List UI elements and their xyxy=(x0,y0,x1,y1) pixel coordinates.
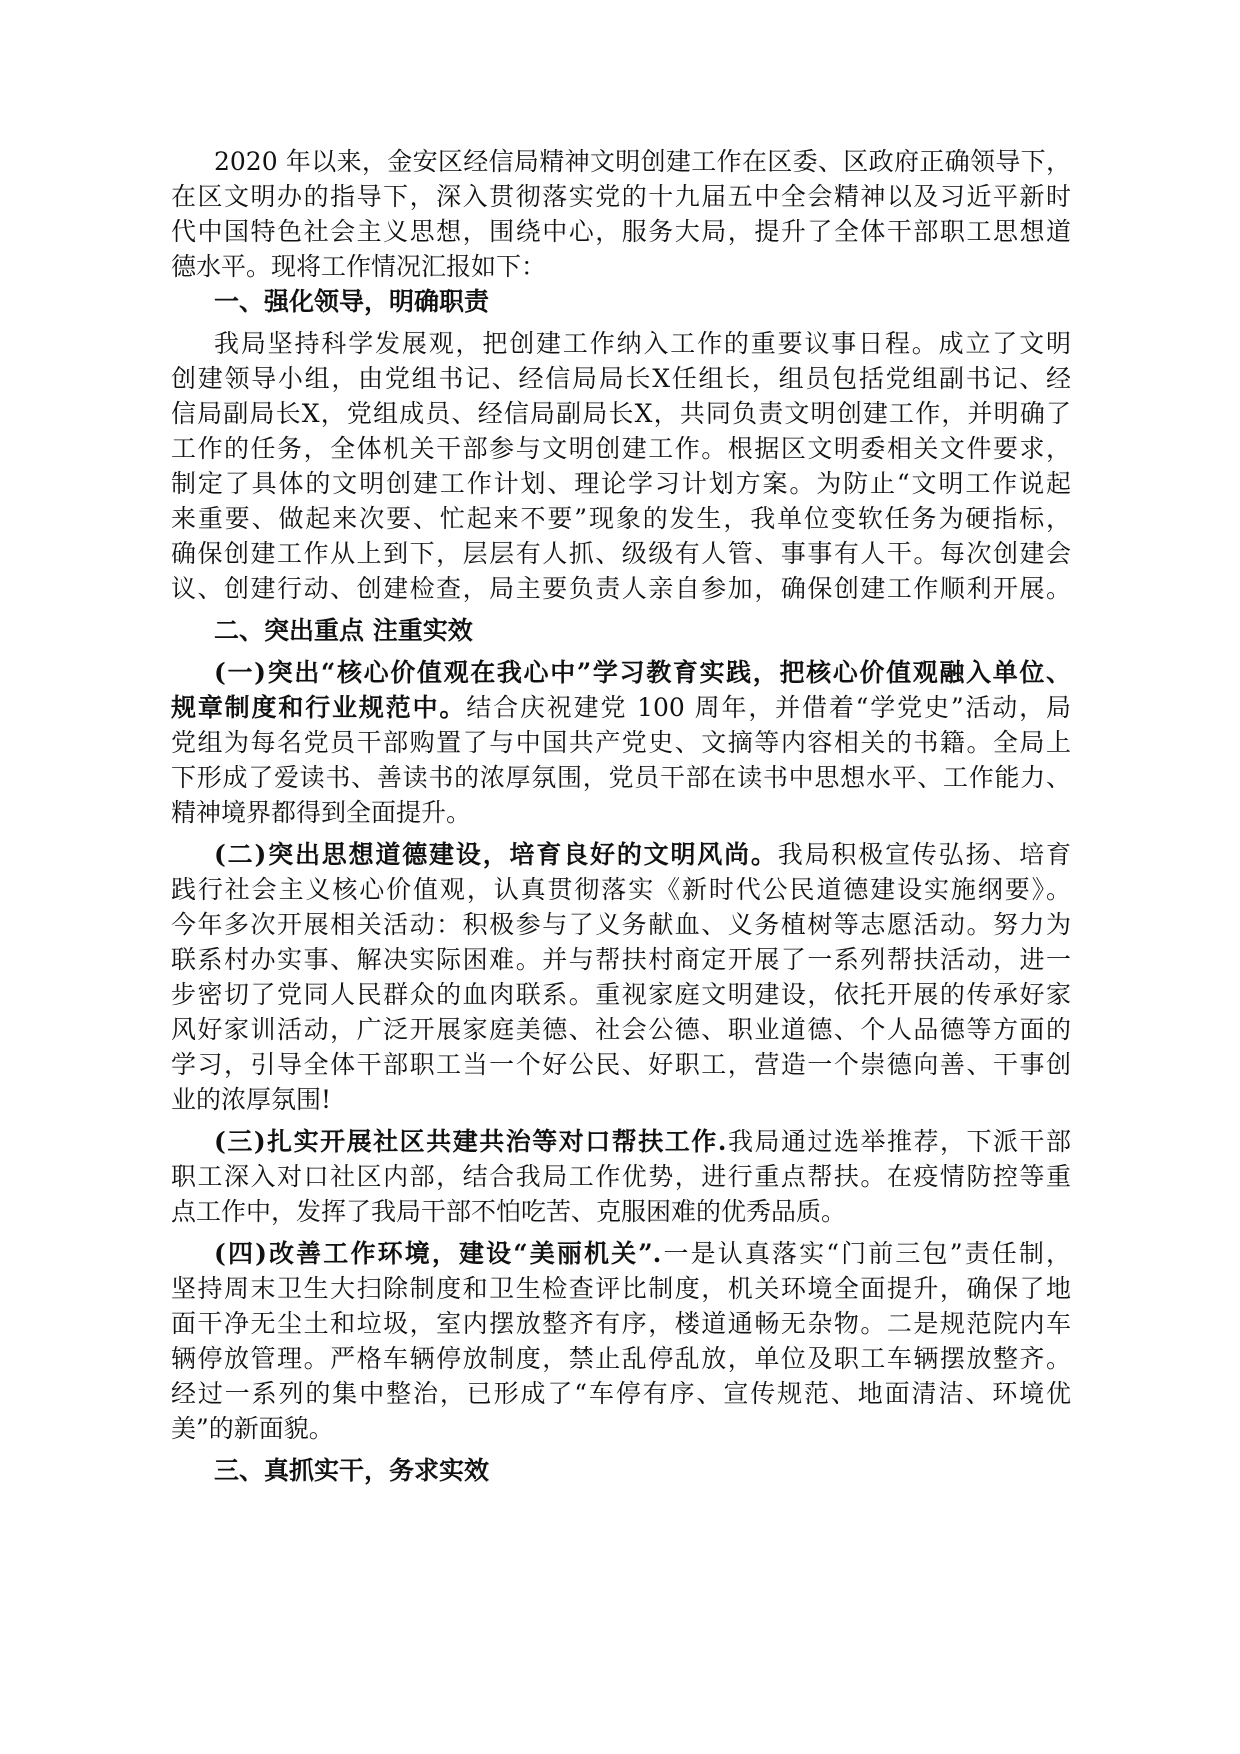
text-line: 议、创建行动、创建检查，局主要负责人亲自参加，确保创建工作顺利开展。 xyxy=(171,574,1071,603)
text-line: 我局坚持科学发展观，把创建工作纳入工作的重要议事日程。成立了文明 xyxy=(214,329,1071,358)
paragraph xyxy=(171,655,1071,830)
text-line: 下形成了爱读书、善读书的浓厚氛围，党员干部在读书中思想水平、工作能力、 xyxy=(171,763,1071,792)
bold-lead-text: 规章制度和行业规范中。 xyxy=(171,693,467,722)
text-line: 坚持周末卫生大扫除制度和卫生检查评比制度，机关环境全面提升，确保了地 xyxy=(171,1274,1071,1303)
document-body xyxy=(171,144,1071,1495)
text-line: 联系村办实事、解决实际困难。并与帮扶村商定开展了一系列帮扶活动，进一 xyxy=(171,945,1071,974)
text-line: 经过一系列的集中整治，已形成了“车停有序、宣传规范、地面清洁、环境优 xyxy=(171,1379,1071,1408)
text-line: 2020 年以来，金安区经信局精神文明创建工作在区委、区政府正确领导下， xyxy=(214,147,1071,176)
text-line: 面干净无尘土和垃圾，室内摆放整齐有序，楼道通畅无杂物。二是规范院内车 xyxy=(171,1309,1071,1338)
text-line xyxy=(171,690,1071,725)
text-line: 美”的新面貌。 xyxy=(171,1414,334,1443)
text-line: 来重要、做起来次要、忙起来不要”现象的发生，我单位变软任务为硬指标， xyxy=(171,504,1071,533)
text-line: 德水平。现将工作情况汇报如下： xyxy=(171,252,547,281)
bold-lead-text: (二)突出思想道德建设，培育良好的文明风尚。 xyxy=(214,840,778,869)
intro-paragraph xyxy=(171,144,1071,284)
paragraph xyxy=(171,1124,1071,1229)
text-line: 在区文明办的指导下，深入贯彻落实党的十九届五中全会精神以及习近平新时 xyxy=(171,182,1071,211)
text-line: 党组为每名党员干部购置了与中国共产党史、文摘等内容相关的书籍。全局上 xyxy=(171,728,1071,757)
text-line: 代中国特色社会主义思想，围绕中心，服务大局，提升了全体干部职工思想道 xyxy=(171,217,1071,246)
paragraph xyxy=(171,837,1071,1117)
text-line: 业的浓厚氛围! xyxy=(171,1085,332,1114)
body-text: 我局通过选举推荐，下派干部 xyxy=(726,1127,1071,1156)
text-line xyxy=(171,1124,1071,1159)
bold-lead-text: (三)扎实开展社区共建共治等对口帮扶工作. xyxy=(214,1127,727,1156)
text-line xyxy=(171,837,1071,872)
body-text: 我局积极宣传弘扬、培育 xyxy=(777,840,1071,869)
text-line: 职工深入对口社区内部，结合我局工作优势，进行重点帮扶。在疫情防控等重 xyxy=(171,1162,1071,1191)
section-heading: 二、突出重点 注重实效 xyxy=(214,616,473,645)
text-line: 精神境界都得到全面提升。 xyxy=(171,798,472,827)
paragraph xyxy=(171,1236,1071,1446)
section-heading: 一、强化领导，明确职责 xyxy=(214,287,490,316)
text-line: 创建领导小组，由党组书记、经信局局长X任组长，组员包括党组副书记、经 xyxy=(171,364,1071,393)
body-text: 结合庆祝建党 100 周年，并借着“学党史”活动，局 xyxy=(466,693,1071,722)
text-line: 辆停放管理。严格车辆停放制度，禁止乱停乱放，单位及职工车辆摆放整齐。 xyxy=(171,1344,1071,1373)
text-line: 学习，引导全体干部职工当一个好公民、好职工，营造一个崇德向善、干事创 xyxy=(171,1050,1071,1079)
bold-lead-text: (四)改善工作环境，建设“美丽机关”. xyxy=(214,1239,662,1268)
text-line: 步密切了党同人民群众的血肉联系。重视家庭文明建设，依托开展的传承好家 xyxy=(171,980,1071,1009)
body-text: 一是认真落实“门前三包”责任制， xyxy=(661,1239,1071,1268)
bold-lead-text: (一)突出“核心价值观在我心中”学习教育实践，把核心价值观融入单位、 xyxy=(214,658,1071,687)
section-heading: 三、真抓实干，务求实效 xyxy=(214,1456,490,1485)
text-line: 践行社会主义核心价值观，认真贯彻落实《新时代公民道德建设实施纲要》。 xyxy=(171,875,1071,904)
paragraph xyxy=(171,326,1071,606)
text-line: 点工作中，发挥了我局干部不怕吃苦、克服困难的优秀品质。 xyxy=(171,1197,847,1226)
text-line: 确保创建工作从上到下，层层有人抓、级级有人管、事事有人干。每次创建会 xyxy=(171,539,1071,568)
text-line: 制定了具体的文明创建工作计划、理论学习计划方案。为防止“文明工作说起 xyxy=(171,469,1071,498)
text-line xyxy=(171,1236,1071,1271)
text-line: 今年多次开展相关活动：积极参与了义务献血、义务植树等志愿活动。努力为 xyxy=(171,910,1071,939)
text-line: 风好家训活动，广泛开展家庭美德、社会公德、职业道德、个人品德等方面的 xyxy=(171,1015,1071,1044)
text-line xyxy=(171,655,1071,690)
text-line: 信局副局长X，党组成员、经信局副局长X，共同负责文明创建工作，并明确了 xyxy=(171,399,1071,428)
text-line: 工作的任务，全体机关干部参与文明创建工作。根据区文明委相关文件要求， xyxy=(171,434,1071,463)
